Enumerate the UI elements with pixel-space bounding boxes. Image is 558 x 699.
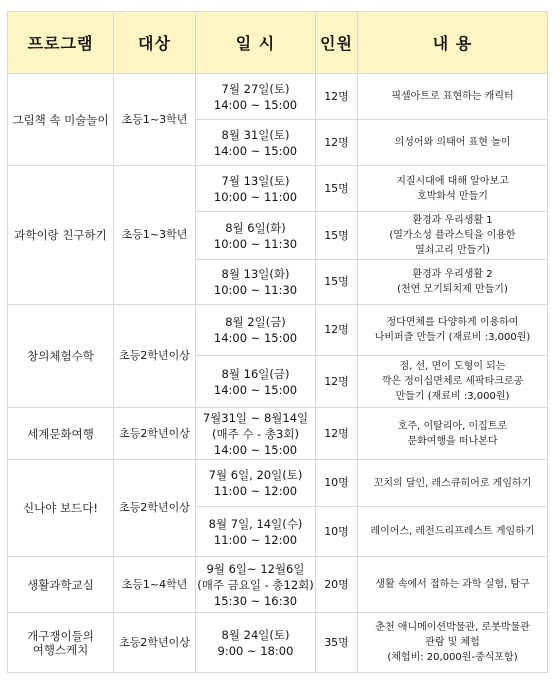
content-cell [358,305,548,356]
target-cell: 초등1~3학년 [114,166,196,305]
header-target: 대상 [114,12,196,74]
program-name-line: 생활과학교실 [27,577,94,592]
content-cell [358,212,548,260]
content-line: 나비퍼즐 만들기 (재료비 :3,000원) [374,332,531,343]
capacity-cell: 10명 [316,507,358,557]
content-line: (체험비: 20,000원-중식포함) [387,652,518,663]
schedule-line: 8월 7일, 14일(수) [208,516,303,531]
schedule-line: 7월 27일(토) [221,81,290,96]
schedule-cell [196,557,316,613]
capacity-cell: 12명 [316,120,358,166]
schedule-line: 14:00 ~ 15:00 [213,382,298,397]
capacity-cell: 20명 [316,557,358,613]
schedule-line: (매주 수 - 총3회) [212,426,299,441]
table-body [8,74,548,673]
content-cell [358,356,548,408]
schedule-cell [196,74,316,120]
target-cell: 초등1~4학년 [114,557,196,613]
header-content: 내 용 [358,12,548,74]
content-line: 생활 속에서 접하는 과학 실험, 탐구 [375,579,530,590]
schedule-line: 8월 13일(화) [221,267,290,281]
schedule-line: 7월 6일, 20일(토) [208,468,303,482]
table-row [8,305,548,356]
content-line: (열가소성 플라스틱을 이용한 [389,230,516,241]
program-cell [8,557,114,613]
program-cell [8,613,114,673]
target-cell: 초등2학년이상 [114,613,196,673]
table-row [8,613,548,673]
content-line: 호주, 이탈리아, 이집트로 [397,420,508,432]
program-name-line: 과학이랑 친구하기 [14,228,107,242]
content-line: 점, 선, 면이 도형이 되는 [399,361,506,372]
schedule-line: 15:30 ~ 16:30 [213,593,298,608]
schedule-cell [196,356,316,408]
program-schedule-table [7,11,548,673]
schedule-cell [196,507,316,557]
schedule-cell [196,212,316,260]
capacity-cell: 12명 [316,408,358,460]
table-row [8,557,548,613]
program-cell [8,305,114,408]
schedule-line: 14:00 ~ 15:00 [213,442,298,457]
header-capacity: 인원 [316,12,358,74]
target-cell: 초등2학년이상 [114,408,196,460]
content-line: (천연 모기퇴치제 만들기) [397,284,508,295]
content-line: 꼬치의 달인, 레스큐히어로 게임하기 [373,477,532,489]
content-cell [358,507,548,557]
schedule-line: 8월 2일(금) [225,315,286,329]
target-cell: 초등2학년이상 [114,305,196,408]
schedule-line: 9:00 ~ 18:00 [217,643,294,658]
table-row [8,166,548,212]
content-line: 환경과 우리생활 1 [412,215,493,226]
capacity-cell: 12명 [316,356,358,408]
capacity-cell: 15명 [316,212,358,260]
table-row [8,408,548,460]
schedule-cell [196,408,316,460]
capacity-cell: 12명 [316,305,358,356]
content-cell [358,557,548,613]
program-name-line: 세계문화여행 [27,426,94,441]
table-row [8,74,548,120]
content-cell [358,74,548,120]
content-line: 호박화석 만들기 [417,190,488,202]
schedule-cell [196,305,316,356]
program-name-line: 신나야 보드다! [23,501,98,515]
content-cell [358,260,548,305]
capacity-cell: 15명 [316,260,358,305]
content-line: 열쇠고리 만들기) [415,245,490,256]
content-line: 문화여행을 떠나본다 [407,435,498,447]
schedule-line: 10:00 ~ 11:00 [213,189,298,204]
content-line: 지질시대에 대해 알아보고 [396,175,509,187]
capacity-cell: 12명 [316,74,358,120]
table-row [8,460,548,507]
program-cell [8,460,114,557]
schedule-cell [196,166,316,212]
schedule-line: 14:00 ~ 15:00 [213,331,298,345]
content-line: 레이어스, 레전드리프레스트 게임하기 [370,526,535,537]
program-name-line: 창의체험수학 [27,349,94,363]
content-line: 픽셀아트로 표현하는 캐릭터 [391,91,514,102]
content-cell [358,166,548,212]
schedule-line: 8월 24일(토) [221,627,290,642]
content-line: 춘천 애니메이션박물관, 로봇박물관 [375,622,530,633]
target-cell: 초등2학년이상 [114,460,196,557]
content-cell [358,613,548,673]
schedule-cell [196,120,316,166]
schedule-line: 8월 16일(금) [221,366,290,381]
program-name-line: 개구쟁이들의 [27,628,94,643]
schedule-line: 11:00 ~ 12:00 [213,484,298,498]
capacity-cell: 10명 [316,460,358,507]
program-cell [8,166,114,305]
program-name-line: 여행스케치 [32,642,89,657]
schedule-line: 11:00 ~ 12:00 [213,532,298,547]
capacity-cell: 35명 [316,613,358,673]
schedule-line: 10:00 ~ 11:30 [213,283,298,297]
content-line: 관람 및 체험 [425,637,480,648]
header-row [8,12,548,74]
target-cell: 초등1~3학년 [114,74,196,166]
content-line: 정다면체를 다양하게 이용하여 [386,317,519,328]
content-line: 만들기 (재료비 :3,000원) [395,391,510,402]
schedule-line: 7월 13일(토) [221,173,290,188]
capacity-cell: 15명 [316,166,358,212]
content-line: 깍은 정이십면체로 세팍타크로공 [381,376,524,387]
schedule-cell [196,613,316,673]
content-line: 환경과 우리생활 2 [412,269,493,280]
schedule-cell [196,460,316,507]
schedule-line: 14:00 ~ 15:00 [213,97,298,112]
content-cell [358,120,548,166]
header-program: 프로그램 [8,12,114,74]
content-line: 의성어와 의태어 표현 놀이 [394,137,511,148]
content-cell [358,408,548,460]
schedule-line: 9월 6일~ 12월6일 [206,561,305,576]
schedule-line: 8월 6일(화) [225,220,286,235]
schedule-cell [196,260,316,305]
content-cell [358,460,548,507]
schedule-line: (매주 금요일 - 총12회) [197,577,314,592]
program-cell [8,74,114,166]
schedule-line: 8월 31일(토) [221,127,290,142]
header-schedule: 일 시 [196,12,316,74]
program-cell [8,408,114,460]
schedule-line: 10:00 ~ 11:30 [213,236,298,251]
schedule-line: 7월31일 ~ 8월14일 [202,410,309,425]
schedule-line: 14:00 ~ 15:00 [213,143,298,158]
program-name-line: 그림책 속 미술놀이 [12,112,109,127]
